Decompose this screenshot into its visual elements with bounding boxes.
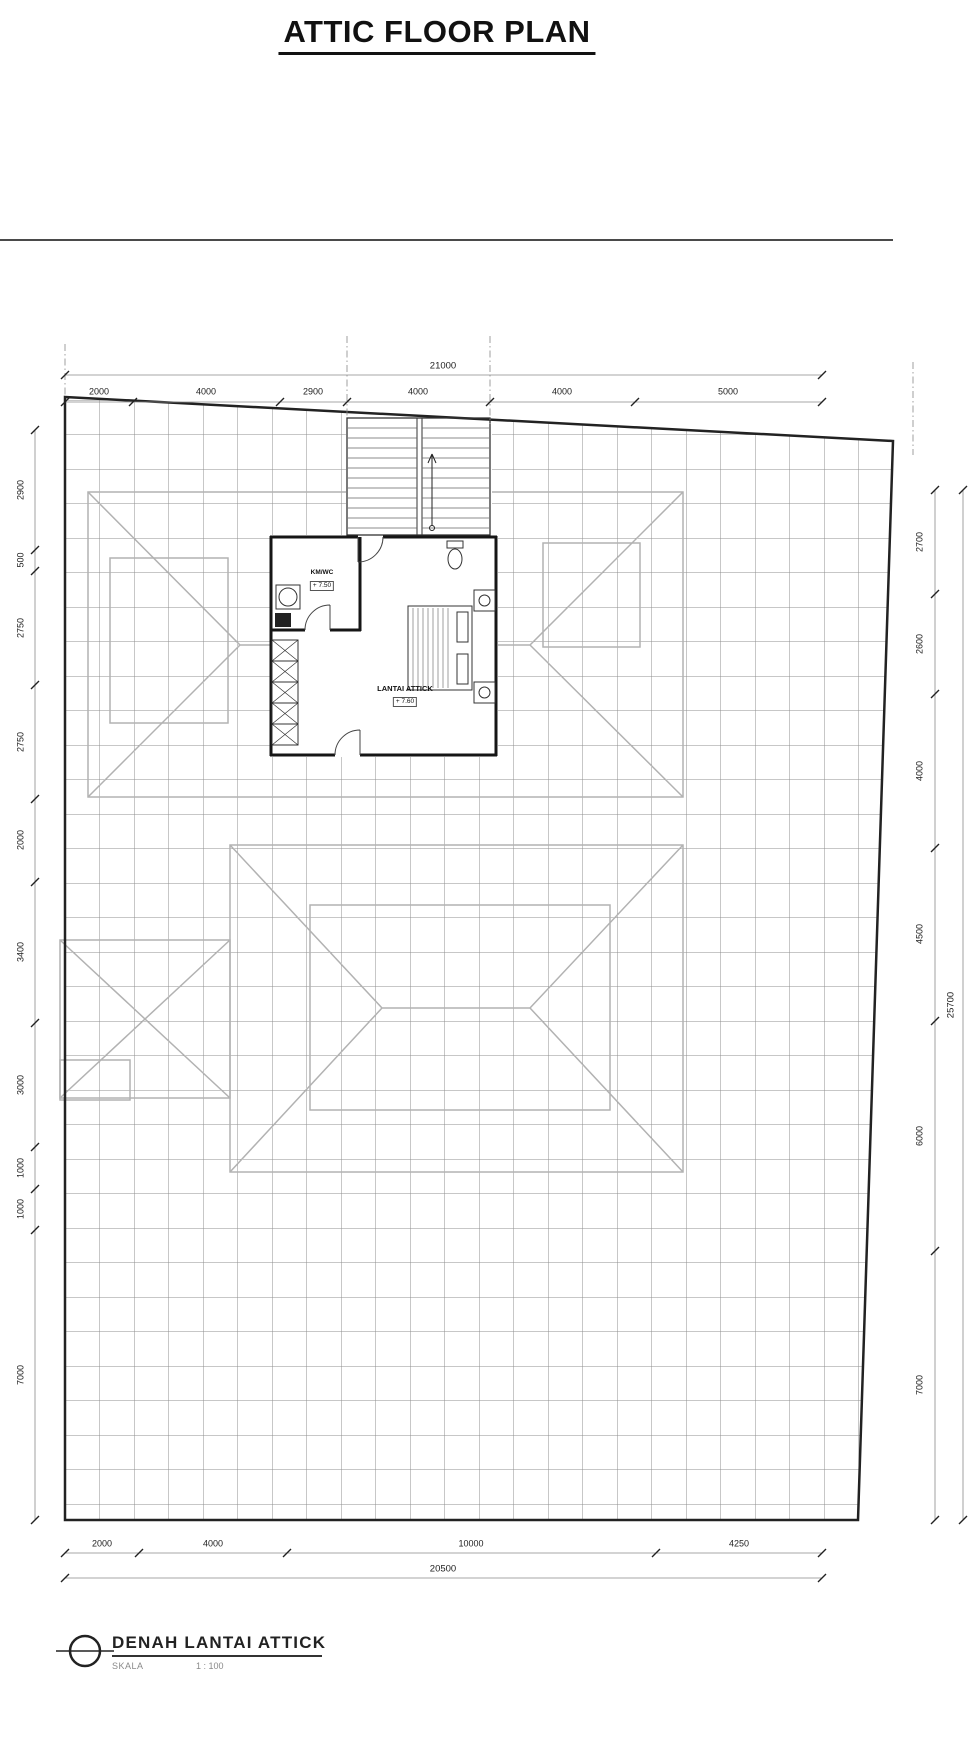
dim-left-seg: 2000 [15,829,26,851]
scale-label: SKALA [112,1661,144,1671]
dim-right-seg: 4000 [914,760,925,782]
dim-bottom-seg: 2000 [91,1538,113,1549]
level-badge-attic: + 7.60 [393,697,417,707]
dim-right-seg: 2700 [914,531,925,553]
shaft [275,613,291,627]
dim-left-seg: 1000 [15,1157,26,1179]
dim-bottom-seg: 10000 [458,1538,484,1549]
level-badge-bathroom: + 7.50 [310,581,334,591]
scale-value: 1 : 100 [196,1661,224,1671]
dim-top-seg: 4000 [551,386,573,397]
dim-top-overall: 21000 [429,360,457,372]
dim-bottom-seg: 4000 [202,1538,224,1549]
stairwell-floor [346,404,492,536]
dim-right-seg: 7000 [914,1374,925,1396]
dim-left-seg: 7000 [15,1364,26,1386]
dim-left-seg: 500 [15,552,26,568]
room-label-bathroom: KM/WC [310,569,334,576]
dim-right-seg: 4500 [914,923,925,945]
page-title: ATTIC FLOOR PLAN [278,14,595,55]
dim-left-seg: 3000 [15,1074,26,1096]
dim-left-seg: 2750 [15,731,26,753]
dim-top-seg: 4000 [407,386,429,397]
attic-room-floor [270,535,498,757]
dim-left-seg: 3400 [15,941,26,963]
dim-left-seg: 2900 [15,479,26,501]
dim-top-seg: 4000 [195,386,217,397]
dim-left-seg: 1000 [15,1198,26,1220]
dim-top-seg: 5000 [717,386,739,397]
room-label-attic: LANTAI ATTICK [377,684,433,693]
dim-top-seg: 2000 [88,386,110,397]
dim-bottom-overall: 20500 [429,1563,457,1575]
dim-top-seg: 2900 [302,386,324,397]
dim-bottom-seg: 4250 [728,1538,750,1549]
dim-left-seg: 2750 [15,617,26,639]
dim-right-overall: 25700 [945,991,957,1019]
dim-right-seg: 6000 [914,1125,925,1147]
drawing-title: DENAH LANTAI ATTICK [112,1633,327,1652]
dim-right-seg: 2600 [914,633,925,655]
